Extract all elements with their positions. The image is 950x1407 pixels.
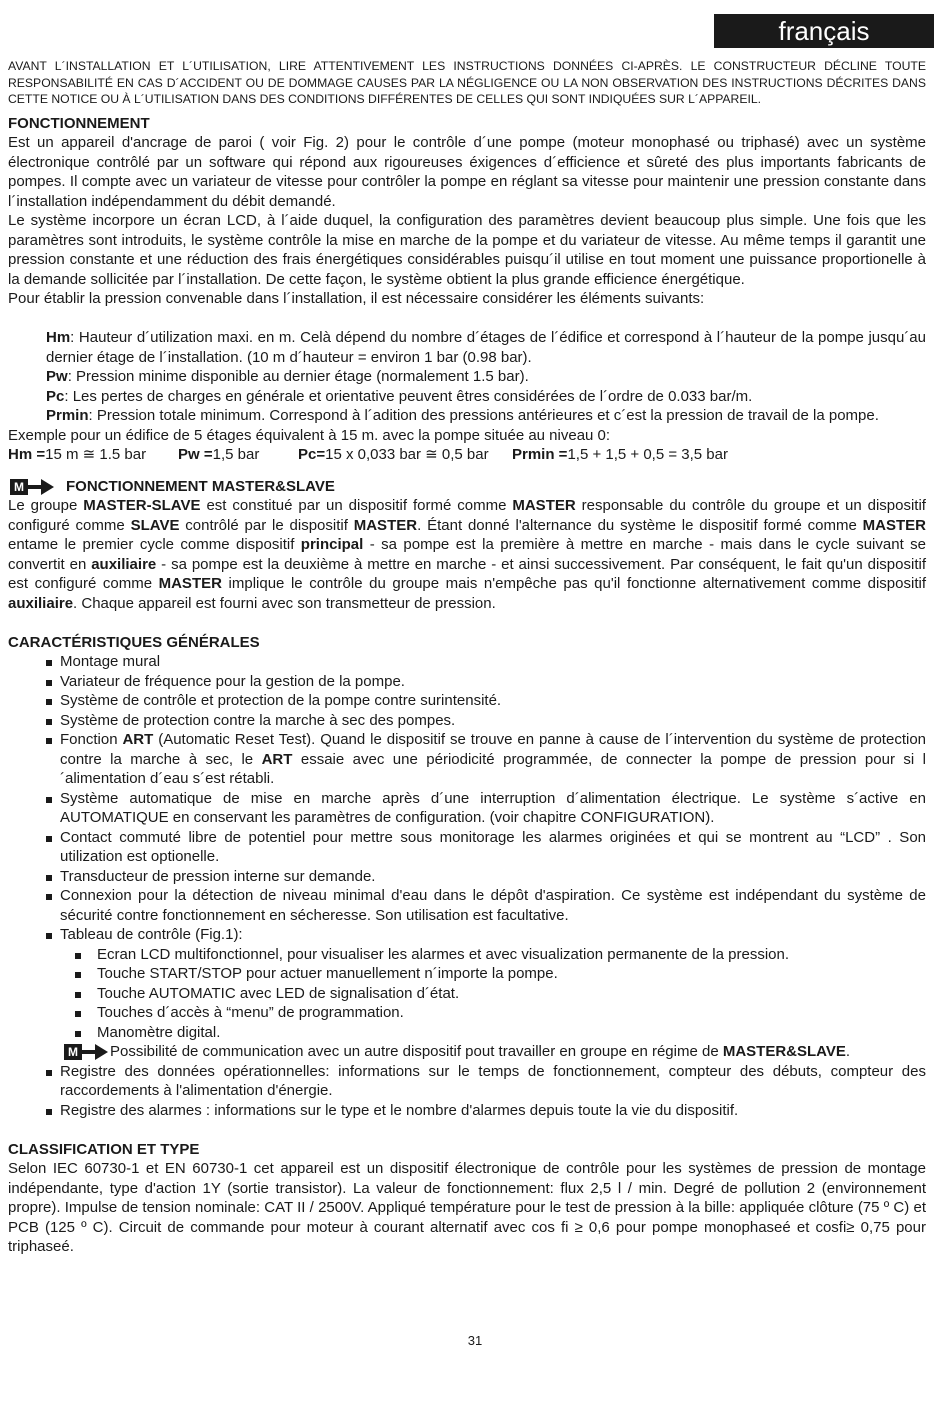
features-list-continued xyxy=(8,1062,926,1121)
definition-item: Pw: Pression minime disponible au dernier étage (normalement 1.5 bar). xyxy=(46,368,529,385)
list-item: Registre des données opérationnelles: informations sur le temps de fonctionnement, compteur des débuts, compteur des raccordements à l'alimentation d'énergie. xyxy=(8,1062,926,1101)
features-list xyxy=(8,652,926,945)
paragraph: Selon IEC 60730-1 et EN 60730-1 cet appareil est un dispositif électronique de contrôle pour les systèmes de pression de montage indépendante, type d'action 1Y (sortie transistor). La valeur de fonctionnement: flux 2,5 l / min. Degré de pollution 2 (environnement propre). Impulse de tension nominale: CAT II / 2500V. Appliqué température pour le test de pression à la bille: appliquée clôture (75 º C) et PCB (125 º C). Circuit de commande pour moteur à courant alternatif avec cos fi ≥ 0,6 pour pompe monophaseé et cosfi≥ 0,75 pour triphaseé. xyxy=(8,1160,926,1255)
section-title-classification: CLASSIFICATION ET TYPE xyxy=(8,1140,200,1158)
definitions-list xyxy=(8,328,926,426)
bold-term: auxiliaire xyxy=(91,555,157,573)
bold-term: MASTER-SLAVE xyxy=(83,497,201,514)
paragraph: Pour établir la pression convenable dans l´installation, il est nécessaire considérer les éléments suivants: xyxy=(8,290,705,307)
list-item: Manomètre digital. xyxy=(8,1023,926,1043)
paragraph: Le système incorpore un écran LCD, à l´aide duquel, la configuration des paramètres devient beaucoup plus simple. Une fois que les paramètres sont introduits, le système contrôle la mise en marche de la pompe et du variateur de vitesse. Au même temps il garantit une pression constante et une réduction des frais énergétiques considérables puisqu´il utilise en tout moment une puissance proportionelle à la demande sollicitée par l´installation. De cette façon, le système obtient la plus grande efficience énergétique. xyxy=(8,212,926,288)
text-run: implique le contrôle du groupe mais n'empêche pas qu'il fonctionne alternativement comme dispositif xyxy=(221,575,926,592)
text-run: - sa pompe est la deuxième à mettre en marche - et ainsi successivement. Par conséquent, le fait qu'un dispositif est configuré comme xyxy=(8,555,926,592)
bold-term: MASTER xyxy=(862,516,927,534)
safety-warning: AVANT L´INSTALLATION ET L´UTILISATION, LIRE ATTENTIVEMENT LES INSTRUCTIONS DONNÉES CI-APRÈS. LE CONSTRUCTEUR DÉCLINE TOUTE RESPONSABILITÉ EN CAS D´ACCIDENT OU DE DOMMAGE CAUSES PAR LA NÉGLIGENCE OU LA NON OBSERVATION DES INSTRUCTIONS DÉCRITES DANS CETTE NOTICE OU À L´UTILISATION DANS DES CONDITIONS DIFFÉRENTES DE CELLES QUI SONT INDIQUÉES SUR L´APPAREIL. xyxy=(8,59,926,106)
section-title-caracteristiques: CARACTÉRISTIQUES GÉNÉRALES xyxy=(8,633,260,651)
list-item: Transducteur de pression interne sur demande. xyxy=(8,867,926,887)
page-content xyxy=(8,58,926,1257)
bold-term: SLAVE xyxy=(130,516,180,534)
text-run: contrôlé par le dispositif xyxy=(179,516,354,534)
master-slave-feature: M Possibilité de communication avec un autre dispositif pout travailler en groupe en régime de MASTER&SLAVE. xyxy=(8,1042,926,1062)
list-item: Touches d´accès à “menu” de programmation. xyxy=(8,1003,926,1023)
bold-term: MASTER xyxy=(158,575,222,592)
paragraph: Est un appareil d'ancrage de paroi ( voir Fig. 2) pour le contrôle d´une pompe (moteur monophasé ou triphasé) avec un système électronique contrôlé par un software qui répond aux rigoureuses éxigences d´efficience et sûreté des plus importants fabricants de pompes. Il compte avec un variateur de vitesse pour contrôler la pompe en réglant sa vitesse pour maintenir une pression constante dans l´installation indépendamment du débit demandé. xyxy=(8,134,926,210)
master-slave-paragraph xyxy=(8,496,926,613)
list-item: Fonction ART (Automatic Reset Test). Quand le dispositif se trouve en panne à cause de l´intervention du système de protection contre la marche à sec, le ART essaie avec une périodicité programmée, de connecter la pompe de pression pour si l´alimentation d´eau s´est rétabli. xyxy=(8,730,926,789)
list-item: Variateur de fréquence pour la gestion de la pompe. xyxy=(8,672,926,692)
master-slave-icon: M xyxy=(64,1044,108,1060)
text-run: - sa pompe est la première à mettre en marche - mais dans le cycle suivant se convertit en xyxy=(8,536,927,573)
example-line: Exemple pour un édifice de 5 étages équivalent à 15 m. avec la pompe située au niveau 0: xyxy=(8,426,611,444)
section-title-master-slave: M FONCTIONNEMENT MASTER&SLAVE xyxy=(8,477,926,497)
text-run: responsable du contrôle du groupe et un dispositif configuré comme xyxy=(8,497,926,534)
bold-term: principal xyxy=(300,536,364,553)
bold-term: MASTER xyxy=(512,497,576,514)
text-run: entame le premier cycle comme dispositif xyxy=(8,536,301,553)
list-item: Tableau de contrôle (Fig.1): xyxy=(8,925,926,945)
list-item: Contact commuté libre de potentiel pour mettre sous monitorage les alarmes originées et qui se montrent au “LCD” . Son utilization est optionelle. xyxy=(8,828,926,867)
list-item: Ecran LCD multifonctionnel, pour visualiser les alarmes et avec visualization permanente de la pression. xyxy=(8,945,926,965)
list-item: Montage mural xyxy=(8,652,926,672)
definition-item: Pc: Les pertes de charges en générale et orientative peuvent êtres considérées de l´ordre de 0.033 bar/m. xyxy=(46,387,753,405)
definition-item: Prmin: Pression totale minimum. Correspond à l´adition des pressions antérieures et c´est la pression de travail de la pompe. xyxy=(46,407,879,424)
list-item: Système automatique de mise en marche après d´une interruption d´alimentation électrique. Le système s´active en AUTOMATIQUE en conservant les paramètres de configuration. (voir chapitre CONFIGURATION). xyxy=(8,789,926,828)
text-run: . Étant donné l'alternance du système le dispositif formé comme xyxy=(417,516,863,534)
language-tab: français xyxy=(714,14,934,48)
list-item: Touche AUTOMATIC avec LED de signalisation d´état. xyxy=(8,984,926,1004)
bold-term: auxiliaire xyxy=(8,594,74,612)
arrow-right-icon xyxy=(28,479,54,495)
bold-term: MASTER xyxy=(353,516,418,534)
text-run: Le groupe xyxy=(8,497,84,514)
list-item: Système de protection contre la marche à sec des pompes. xyxy=(8,711,926,731)
page-number: 31 xyxy=(467,1333,483,1348)
section-title-fonctionnement: FONCTIONNEMENT xyxy=(8,114,150,132)
text-run: est constitué par un dispositif formé comme xyxy=(200,497,513,514)
text-run: . Chaque appareil est fourni avec son transmetteur de pression. xyxy=(73,594,496,612)
list-item: Système de contrôle et protection de la pompe contre surintensité. xyxy=(8,691,926,711)
arrow-right-icon xyxy=(82,1044,108,1060)
master-slave-icon: M xyxy=(10,479,54,495)
list-item: Registre des alarmes : informations sur le type et le nombre d'alarmes depuis toute la vie du dispositif. xyxy=(8,1101,926,1121)
list-item: Connexion pour la détection de niveau minimal d'eau dans le dépôt d'aspiration. Ce système est indépendant du système de sécurité contre fonctionnement en sécheresse. Son utilisation est facultative. xyxy=(8,886,926,925)
pressure-formula: Hm =15 m ≅ 1.5 bar Pw =1,5 bar Pc=15 x 0,033 bar ≅ 0,5 bar Prmin =1,5 + 1,5 + 0,5 = 3,5 bar xyxy=(8,446,728,463)
list-item: Touche START/STOP pour actuer manuellement n´importe la pompe. xyxy=(8,964,926,984)
control-panel-list xyxy=(8,945,926,1043)
definition-item: Hm: Hauteur d´utilization maxi. en m. Celà dépend du nombre d´étages de l´édifice et correspond à l´hauteur de la pompe jusqu´au dernier étage de l´installation. (10 m d´hauteur = environ 1 bar (0.98 bar). xyxy=(46,329,926,366)
